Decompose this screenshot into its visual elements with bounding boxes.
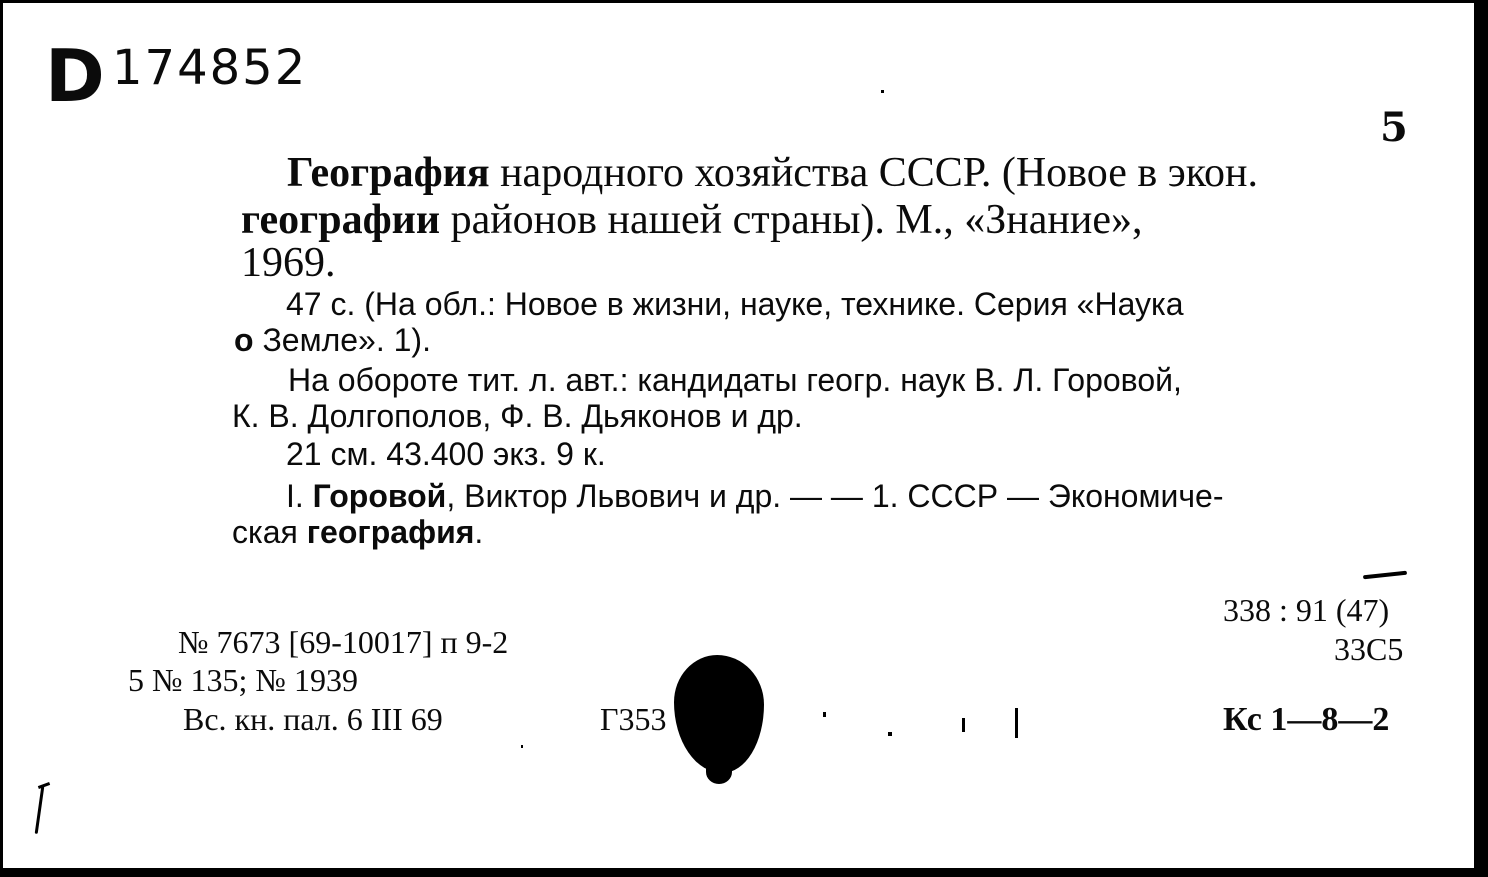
- scan-speck: [823, 712, 826, 717]
- scan-speck: [962, 718, 965, 732]
- scan-border-left: [0, 0, 3, 877]
- tracing-line-2: [232, 516, 483, 548]
- bbk-index: 33С5: [1334, 631, 1404, 667]
- scan-speck: [888, 732, 892, 736]
- catalog-letter: D: [45, 34, 105, 118]
- footer-left-line-1: № 7673 [69-10017] п 9-2: [178, 624, 509, 660]
- title-year: 1969.: [241, 240, 336, 286]
- punch-hole: [674, 655, 764, 773]
- scan-border-bottom: [0, 868, 1488, 877]
- punch-hole-tail: [706, 760, 732, 784]
- authors-line-1: На обороте тит. л. авт.: кандидаты геогр. наук В. Л. Горовой,: [288, 362, 1182, 398]
- scan-border-right: [1474, 0, 1488, 877]
- pencil-stroke: [35, 786, 45, 834]
- title-text: районов нашей страны). М., «Знание»,: [440, 197, 1143, 243]
- footer-code: Г353: [600, 701, 667, 737]
- title-text: народного хозяйства СССР. (Новое в экон.: [489, 150, 1258, 196]
- title-keyword: География: [287, 150, 490, 196]
- pencil-mark: [1363, 571, 1407, 580]
- pagination-line: 47 с. (На обл.: Новое в жизни, науке, технике. Серия «Наука: [286, 286, 1184, 322]
- tracing-subject: география: [306, 514, 475, 550]
- scan-speck: [1015, 708, 1018, 738]
- title-line-1: [287, 152, 1258, 194]
- udc-index: 338 : 91 (47): [1223, 592, 1390, 628]
- tracing-line-1: [286, 480, 1223, 512]
- scan-border-top: [0, 0, 1488, 3]
- authors-line-2: К. В. Долгополов, Ф. В. Дьяконов и др.: [232, 398, 803, 434]
- footer-left-line-3: Вс. кн. пал. 6 III 69: [183, 701, 443, 737]
- series-text: Земле». 1).: [253, 322, 431, 358]
- title-keyword: географии: [241, 197, 441, 243]
- title-line-2: [241, 199, 1143, 241]
- tracing-text: .: [474, 514, 484, 550]
- tracing-text: , Виктор Львович и др. — — 1. СССР — Экономиче-: [446, 478, 1224, 514]
- catalog-number: 174852: [112, 40, 308, 96]
- footer-left-line-2: 5 № 135; № 1939: [128, 662, 358, 698]
- scan-speck: [881, 90, 884, 93]
- scan-speck: [521, 745, 523, 748]
- series-line: [234, 324, 431, 356]
- tracing-prefix: I.: [286, 478, 313, 514]
- card-code: Кс 1—8—2: [1223, 701, 1390, 738]
- series-prefix: о: [234, 322, 254, 358]
- tracing-author: Горовой: [312, 478, 447, 514]
- card-number: 5: [1380, 104, 1408, 151]
- tracing-prefix: ская: [232, 514, 307, 550]
- format-line: 21 см. 43.400 экз. 9 к.: [286, 436, 606, 472]
